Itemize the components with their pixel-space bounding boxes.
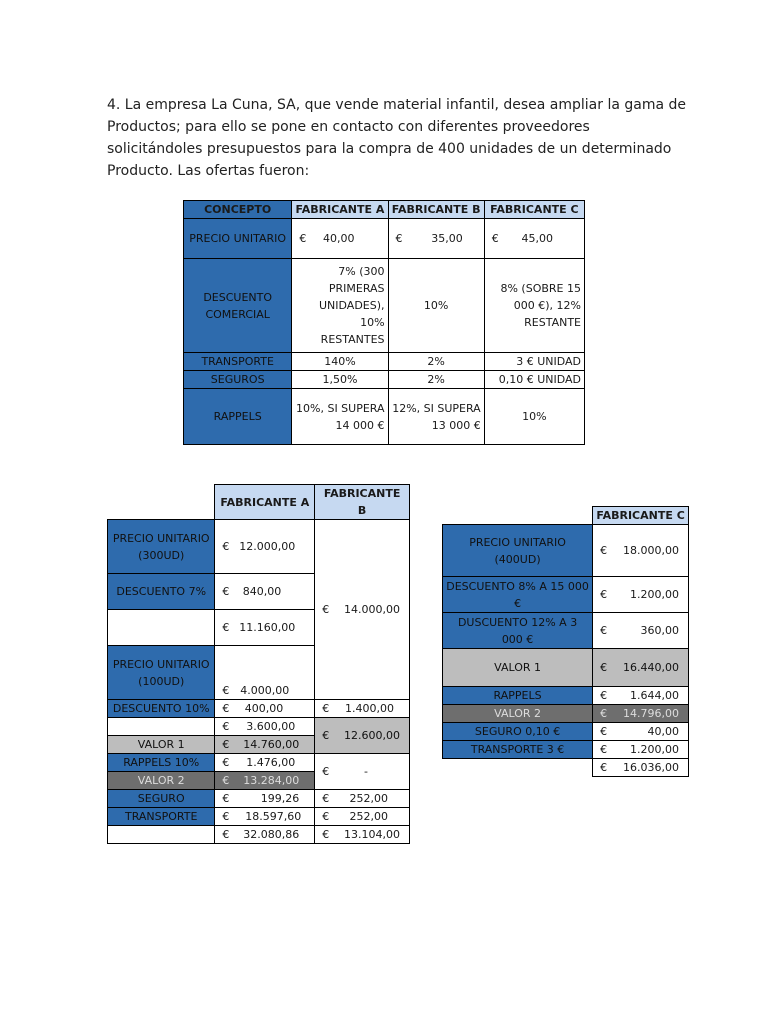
- row-label-seguro: SEGURO 0,10 €: [443, 723, 593, 741]
- seguro-c: € 40,00: [593, 723, 689, 741]
- row-label-transporte: TRANSPORTE: [108, 808, 215, 826]
- row-label-empty: [108, 718, 215, 736]
- descuento-10-a: € 400,00: [215, 700, 315, 718]
- valor-2-a: € 13.284,00: [215, 772, 315, 790]
- transporte-b: 2%: [388, 353, 484, 371]
- row-label-precio-400: PRECIO UNITARIO (400UD): [443, 525, 593, 577]
- precio-300-a: € 12.000,00: [215, 520, 315, 574]
- precio-a: € 40,00: [292, 219, 388, 259]
- rappels-c: 10%: [484, 389, 584, 445]
- row-label-precio: PRECIO UNITARIO: [184, 219, 292, 259]
- header-concepto: CONCEPTO: [184, 201, 292, 219]
- valor-1-a: € 14.760,00: [215, 736, 315, 754]
- descuento-7-a: € 840,00: [215, 574, 315, 610]
- subtotal-2-a: € 3.600,00: [215, 718, 315, 736]
- row-label-descuento-7: DESCUENTO 7%: [108, 574, 215, 610]
- subtotal-1-a: € 11.160,00: [215, 610, 315, 646]
- statement-line: Producto. Las ofertas fueron:: [107, 163, 310, 179]
- row-label-valor-1: VALOR 1: [108, 736, 215, 754]
- descuento-12-c: € 360,00: [593, 613, 689, 649]
- precio-400-c: € 18.000,00: [593, 525, 689, 577]
- total-b: € 13.104,00: [315, 826, 410, 844]
- transporte-b: € 252,00: [315, 808, 410, 826]
- total-c: € 16.036,00: [593, 759, 689, 777]
- transporte-a: 140%: [292, 353, 388, 371]
- seguros-b: 2%: [388, 371, 484, 389]
- row-label-rappels-10: RAPPELS 10%: [108, 754, 215, 772]
- row-label-rappels: RAPPELS: [443, 687, 593, 705]
- row-label-transporte: TRANSPORTE 3 €: [443, 741, 593, 759]
- rappels-a: 10%, SI SUPERA 14 000 €: [292, 389, 388, 445]
- row-label-descuento-12: DUSCUENTO 12% A 3 000 €: [443, 613, 593, 649]
- precio-b-merged: € 14.000,00: [315, 520, 410, 700]
- row-label-descuento-10: DESCUENTO 10%: [108, 700, 215, 718]
- descuento-10-b: € 1.400,00: [315, 700, 410, 718]
- valor-1-b: € 12.600,00: [315, 718, 410, 754]
- header-fabricante-a: FABRICANTE A: [292, 201, 388, 219]
- total-a: € 32.080,86: [215, 826, 315, 844]
- statement-line: Productos; para ello se pone en contacto con diferentes proveedores: [107, 119, 590, 135]
- descuento-b: 10%: [388, 259, 484, 353]
- descuento-a: 7% (300 PRIMERAS UNIDADES), 10% RESTANTES: [292, 259, 388, 353]
- valor-1-c: € 16.440,00: [593, 649, 689, 687]
- seguro-b: € 252,00: [315, 790, 410, 808]
- row-label-seguros: SEGUROS: [184, 371, 292, 389]
- row-label-transporte: TRANSPORTE: [184, 353, 292, 371]
- descuento-c: 8% (SOBRE 15 000 €), 12% RESTANTE: [484, 259, 584, 353]
- descuento-8-c: € 1.200,00: [593, 577, 689, 613]
- seguro-a: € 199,26: [215, 790, 315, 808]
- header-fabricante-b: FABRICANTE B: [315, 485, 410, 520]
- row-label-descuento-8: DESCUENTO 8% A 15 000 €: [443, 577, 593, 613]
- header-fabricante-a: FABRICANTE A: [215, 485, 315, 520]
- row-label-seguro: SEGURO: [108, 790, 215, 808]
- precio-b: € 35,00: [388, 219, 484, 259]
- exercise-statement: [107, 94, 687, 182]
- seguros-a: 1,50%: [292, 371, 388, 389]
- statement-line: solicitándoles presupuestos para la compra de 400 unidades de un determinado: [107, 141, 672, 157]
- valor-2-c: € 14.796,00: [593, 705, 689, 723]
- rappels-b: 12%, SI SUPERA 13 000 €: [388, 389, 484, 445]
- row-label-valor-2: VALOR 2: [108, 772, 215, 790]
- precio-100-a: € 4.000,00: [215, 646, 315, 700]
- header-fabricante-b: FABRICANTE B: [388, 201, 484, 219]
- transporte-a: € 18.597,60: [215, 808, 315, 826]
- transporte-c: € 1.200,00: [593, 741, 689, 759]
- row-label-rappels: RAPPELS: [184, 389, 292, 445]
- corner-empty: [108, 485, 215, 520]
- corner-empty: [443, 759, 593, 777]
- header-fabricante-c: FABRICANTE C: [484, 201, 584, 219]
- fabricante-c-table: [442, 506, 689, 777]
- rappels-b: € -: [315, 754, 410, 790]
- row-label-descuento: DESCUENTO COMERCIAL: [184, 259, 292, 353]
- row-label-valor-2: VALOR 2: [443, 705, 593, 723]
- row-label-empty: [108, 826, 215, 844]
- transporte-c: 3 € UNIDAD: [484, 353, 584, 371]
- fabricante-ab-table: [107, 484, 410, 844]
- rappels-a: € 1.476,00: [215, 754, 315, 772]
- corner-empty: [443, 507, 593, 525]
- rappels-c: € 1.644,00: [593, 687, 689, 705]
- row-label-empty: [108, 610, 215, 646]
- row-label-valor-1: VALOR 1: [443, 649, 593, 687]
- statement-line: 4. La empresa La Cuna, SA, que vende material infantil, desea ampliar la gama de: [107, 97, 687, 113]
- row-label-precio-300: PRECIO UNITARIO (300UD): [108, 520, 215, 574]
- precio-c: € 45,00: [484, 219, 584, 259]
- seguros-c: 0,10 € UNIDAD: [484, 371, 584, 389]
- header-fabricante-c: FABRICANTE C: [593, 507, 689, 525]
- offers-table: [183, 200, 585, 445]
- row-label-precio-100: PRECIO UNITARIO (100UD): [108, 646, 215, 700]
